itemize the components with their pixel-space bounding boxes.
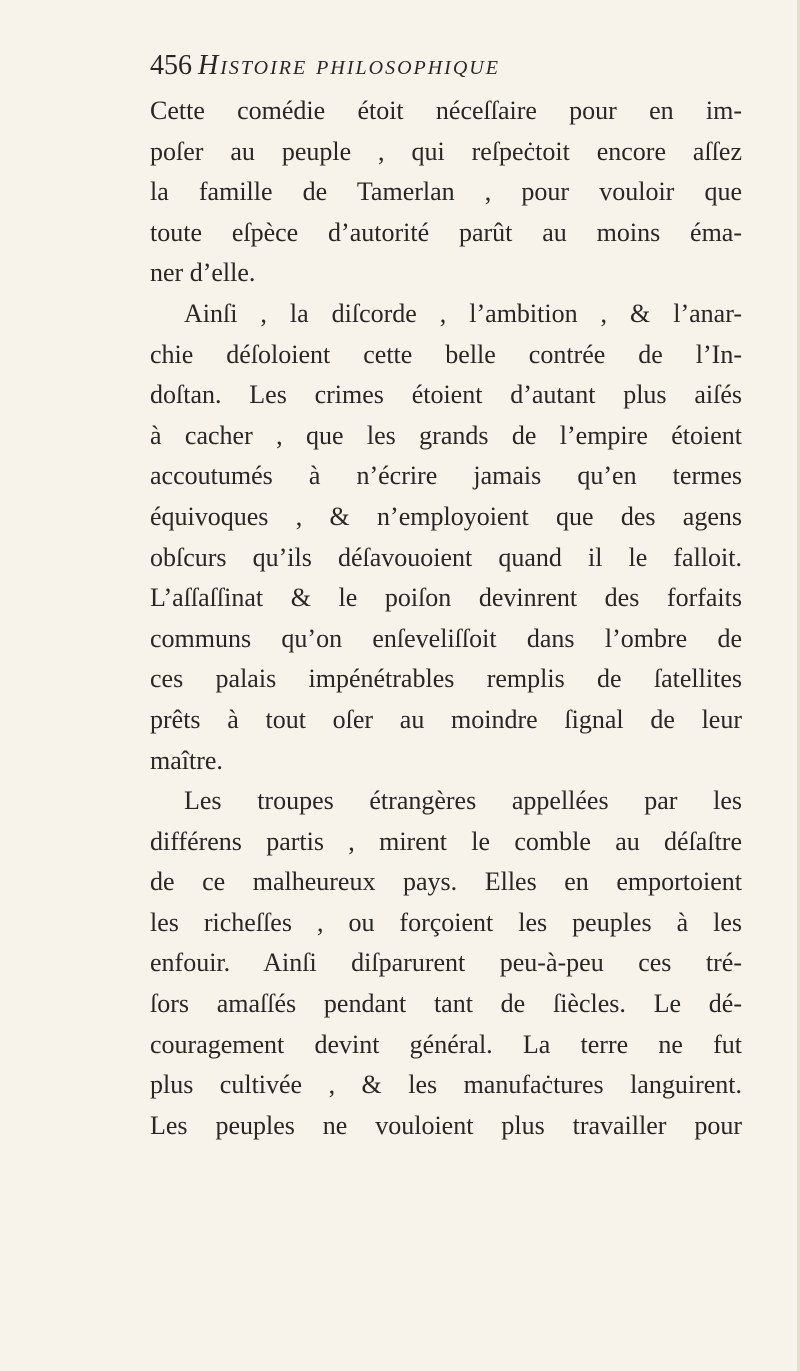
text-line: enfouir. Ainſi diſparurent peu-à-peu ces tré- <box>150 948 742 978</box>
text-line: maître. <box>150 745 223 775</box>
text-line: à cacher , que les grands de l’empire étoient <box>150 420 742 450</box>
text-line: Les peuples ne vouloient plus travailler pour <box>150 1110 742 1140</box>
text-line: couragement devint général. La terre ne fut <box>150 1029 742 1059</box>
text-line: poſer au peuple , qui reſpeċtoit encore aſſez <box>150 136 742 166</box>
text-line: accoutumés à n’écrire jamais qu’en termes <box>150 461 742 491</box>
body-text <box>150 91 742 1146</box>
text-line: obſcurs qu’ils déſavouoient quand il le falloit. <box>150 542 742 572</box>
text-line: ner d’elle. <box>150 258 256 288</box>
text-line: différens partis , mirent le comble au déſaſtre <box>150 826 742 856</box>
page-header <box>150 50 750 82</box>
text-line: de ce malheureux pays. Elles en emportoient <box>150 867 742 897</box>
text-line: les richeſſes , ou forçoient les peuples à les <box>150 907 742 937</box>
text-line: toute eſpèce d’autorité parût au moins éma- <box>150 217 742 247</box>
running-title: Histoire philosophique <box>198 50 500 81</box>
text-line: la famille de Tamerlan , pour vouloir que <box>150 177 742 207</box>
text-line: communs qu’on enſeveliſſoit dans l’ombre de <box>150 623 742 653</box>
text-line: chie déſoloient cette belle contrée de l’In- <box>150 339 742 369</box>
text-line: Cette comédie étoit néceſſaire pour en im- <box>150 96 742 125</box>
text-line: doſtan. Les crimes étoient d’autant plus aiſés <box>150 380 742 410</box>
text-line: L’aſſaſſinat & le poiſon devinrent des forfaits <box>150 583 742 613</box>
text-line: Les troupes étrangères appellées par les <box>184 786 742 816</box>
text-line: prêts à tout oſer au moindre ſignal de leur <box>150 704 742 734</box>
text-line: plus cultivée , & les manufaċtures languirent. <box>150 1070 742 1100</box>
text-line: Ainſi , la diſcorde , l’ambition , & l’anar- <box>184 298 742 328</box>
text-line: équivoques , & n’employoient que des agens <box>150 501 742 531</box>
text-line: ces palais impénétrables remplis de ſatellites <box>150 664 742 694</box>
text-line: ſors amaſſés pendant tant de ſiècles. Le dé- <box>150 989 742 1019</box>
page-number: 456 <box>150 50 192 81</box>
